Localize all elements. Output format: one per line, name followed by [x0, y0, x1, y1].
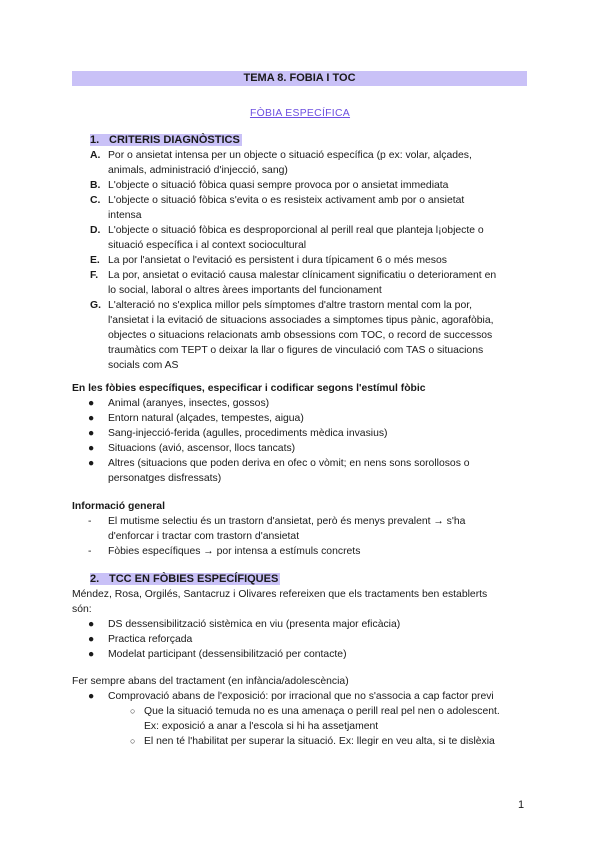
- list-item: ● Altres (situacions que poden deriva en ofec o vòmit; en nens sons sorollosos o personatges disfressats): [88, 458, 470, 484]
- list-item: ● Practica reforçada: [88, 634, 193, 645]
- section-1-heading: 1. CRITERIS DIAGNÒSTICS: [90, 134, 240, 146]
- subtitle: [0, 106, 600, 121]
- list-item: ● Sang-injecció-ferida (agulles, procediments mèdica invasius): [88, 428, 388, 439]
- sub-list-item: ○ Que la situació temuda no es una amenaça o perill real pel nen o adolescent. Ex: exposició a anar a l'escola si hi ha assetjament: [130, 706, 500, 732]
- criteria-item: D. L'objecte o situació fòbica es desproporcional al perill real que planteja l¡objecte o situació específica i al context sociocultural: [90, 225, 484, 251]
- list-item: - El mutisme selectiu és un trastorn d'ansietat, però és menys prevalent → s'ha d'enforcar i tractar com trastorn d'ansietat: [88, 516, 466, 542]
- general-list: [88, 514, 528, 559]
- before-treatment-sublist: [130, 704, 530, 749]
- specify-heading: En les fòbies específiques, especificar i codificar segons l'estímul fòbic: [72, 383, 426, 394]
- page-title: TEMA 8. FOBIA I TOC: [72, 71, 527, 86]
- before-treatment-list: [88, 689, 528, 704]
- list-item: ● Modelat participant (dessensibilització per contacte): [88, 649, 347, 660]
- section-2-intro: Méndez, Rosa, Orgilés, Santacruz i Olivares refereixen que els tractaments ben establerts són:: [72, 589, 488, 615]
- criteria-item: A. Por o ansietat intensa per un objecte o situació específica (p ex: volar, alçades, animals, administració d'injecció, sang): [90, 150, 472, 176]
- page-number: 1: [518, 799, 525, 811]
- list-item: ● Animal (aranyes, insectes, gossos): [88, 398, 270, 409]
- criteria-item: E. La por l'ansietat o l'evitació es persistent i dura típicament 6 o més mesos: [90, 255, 447, 266]
- criteria-item: C. L'objecte o situació fòbica s'evita o es resisteix activament amb por o ansietat intensa: [90, 195, 465, 221]
- criteria-item: B. L'objecte o situació fòbica quasi sempre provoca por o ansietat immediata: [90, 180, 449, 191]
- section-2-heading: 2. TCC EN FÒBIES ESPECÍFIQUES: [90, 573, 279, 585]
- list-item: ● DS dessensibilització sistèmica en viu (presenta major eficàcia): [88, 619, 401, 630]
- criteria-item: G. L'alteració no s'explica millor pels símptomes d'altre trastorn mental com la por, l'ansietat i la evitació de situacions associades a simptomes tipus pànic, agorafòbia, objectes o situacions relacionats amb obsessions com TOC, o record de successos traumàtics com TEPT o deixar la llar o figures de vinculació com TAS o situacions socials com AS: [90, 300, 494, 371]
- before-treatment-intro: Fer sempre abans del tractament (en infància/adolescència): [72, 676, 349, 687]
- criteria-list: [90, 148, 530, 373]
- list-item: ● Comprovació abans de l'exposició: por irracional que no s'associa a cap factor previ: [88, 691, 494, 702]
- stimulus-list: [88, 396, 528, 486]
- list-item: - Fòbies específiques → por intensa a estímuls concrets: [88, 546, 361, 557]
- sub-list-item: ○ El nen té l'habilitat per superar la situació. Ex: llegir en veu alta, si te dislèxia: [130, 736, 495, 747]
- list-item: ● Entorn natural (alçades, tempestes, aigua): [88, 413, 304, 424]
- list-item: ● Situacions (avió, ascensor, llocs tancats): [88, 443, 296, 454]
- general-heading: Informació general: [72, 501, 165, 512]
- criteria-item: F. La por, ansietat o evitació causa malestar clínicament significatiu o deteriorament en lo social, laboral o altres àrees importants del funcionament: [90, 270, 497, 296]
- subtitle-text: FÒBIA ESPECÍFICA: [249, 108, 351, 119]
- treatment-list: [88, 617, 528, 662]
